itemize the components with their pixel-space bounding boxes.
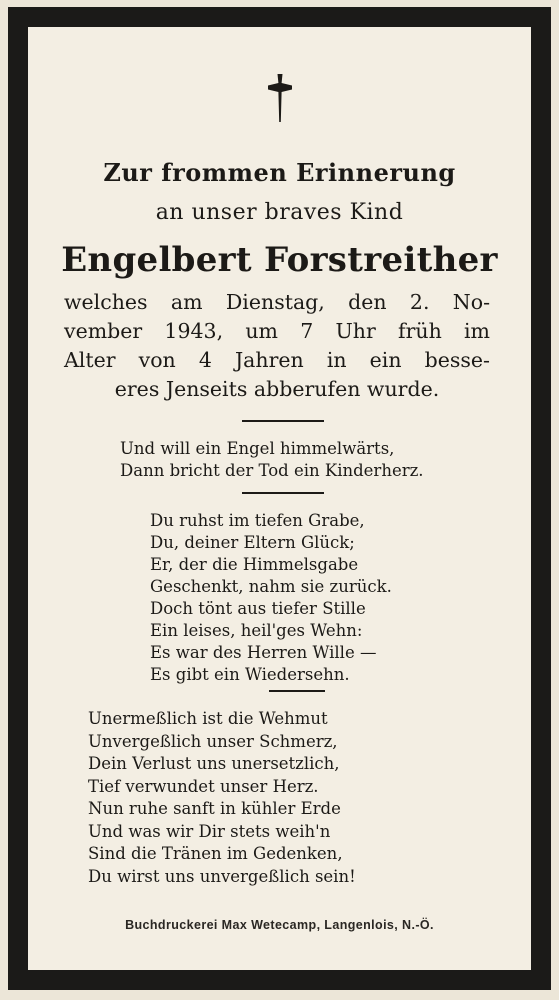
printer-imprint: Buchdruckerei Max Wetecamp, Langenlois, N.-Ö. xyxy=(125,918,434,932)
verse-line: Und was wir Dir stets weih'n xyxy=(88,821,331,841)
deceased-name: Engelbert Forstreither xyxy=(61,240,498,280)
verse-line: Nun ruhe sanft in kühler Erde xyxy=(88,799,341,818)
divider-rule xyxy=(269,690,325,692)
verse-line: Geschenkt, nahm sie zurück. xyxy=(150,577,392,596)
verse-line: Tief verwundet unser Herz. xyxy=(88,776,319,796)
verse-line: Du, deiner Eltern Glück; xyxy=(150,533,355,552)
cross-icon xyxy=(268,74,292,122)
verse-line: Sind die Tränen im Gedenken, xyxy=(88,844,343,863)
divider-rule xyxy=(242,420,324,422)
verse-line: Dann bricht der Tod ein Kinderherz. xyxy=(120,461,424,480)
intro-line: Alter von 4 Jahren in ein besse- xyxy=(64,348,490,372)
verse-line: Es war des Herren Wille — xyxy=(150,643,377,662)
heading-line-2: an unser braves Kind xyxy=(155,200,404,225)
intro-line: welches am Dienstag, den 2. No- xyxy=(64,290,490,314)
verse-line: Es gibt ein Wiedersehn. xyxy=(150,665,350,684)
verse-1 xyxy=(120,438,424,482)
verse-2 xyxy=(150,510,392,686)
verse-line: Unermeßlich ist die Wehmut xyxy=(88,709,328,728)
heading-line-1: Zur frommen Erinnerung xyxy=(103,158,456,187)
intro-paragraph xyxy=(64,288,490,404)
verse-line: Er, der die Himmelsgabe xyxy=(150,555,359,574)
intro-line: vember 1943, um 7 Uhr früh im xyxy=(64,319,490,343)
verse-3 xyxy=(88,708,356,888)
intro-line: eres Jenseits abberufen wurde. xyxy=(114,377,440,401)
verse-line: Du wirst uns unvergeßlich sein! xyxy=(88,866,356,886)
verse-line: Und will ein Engel himmelwärts, xyxy=(120,439,395,458)
verse-line: Dein Verlust uns unersetzlich, xyxy=(88,754,340,773)
verse-line: Ein leises, heil'ges Wehn: xyxy=(150,621,363,640)
verse-line: Unvergeßlich unser Schmerz, xyxy=(88,731,338,751)
divider-rule xyxy=(242,492,324,494)
verse-line: Doch tönt aus tiefer Stille xyxy=(150,599,366,618)
verse-line: Du ruhst im tiefen Grabe, xyxy=(150,511,365,530)
